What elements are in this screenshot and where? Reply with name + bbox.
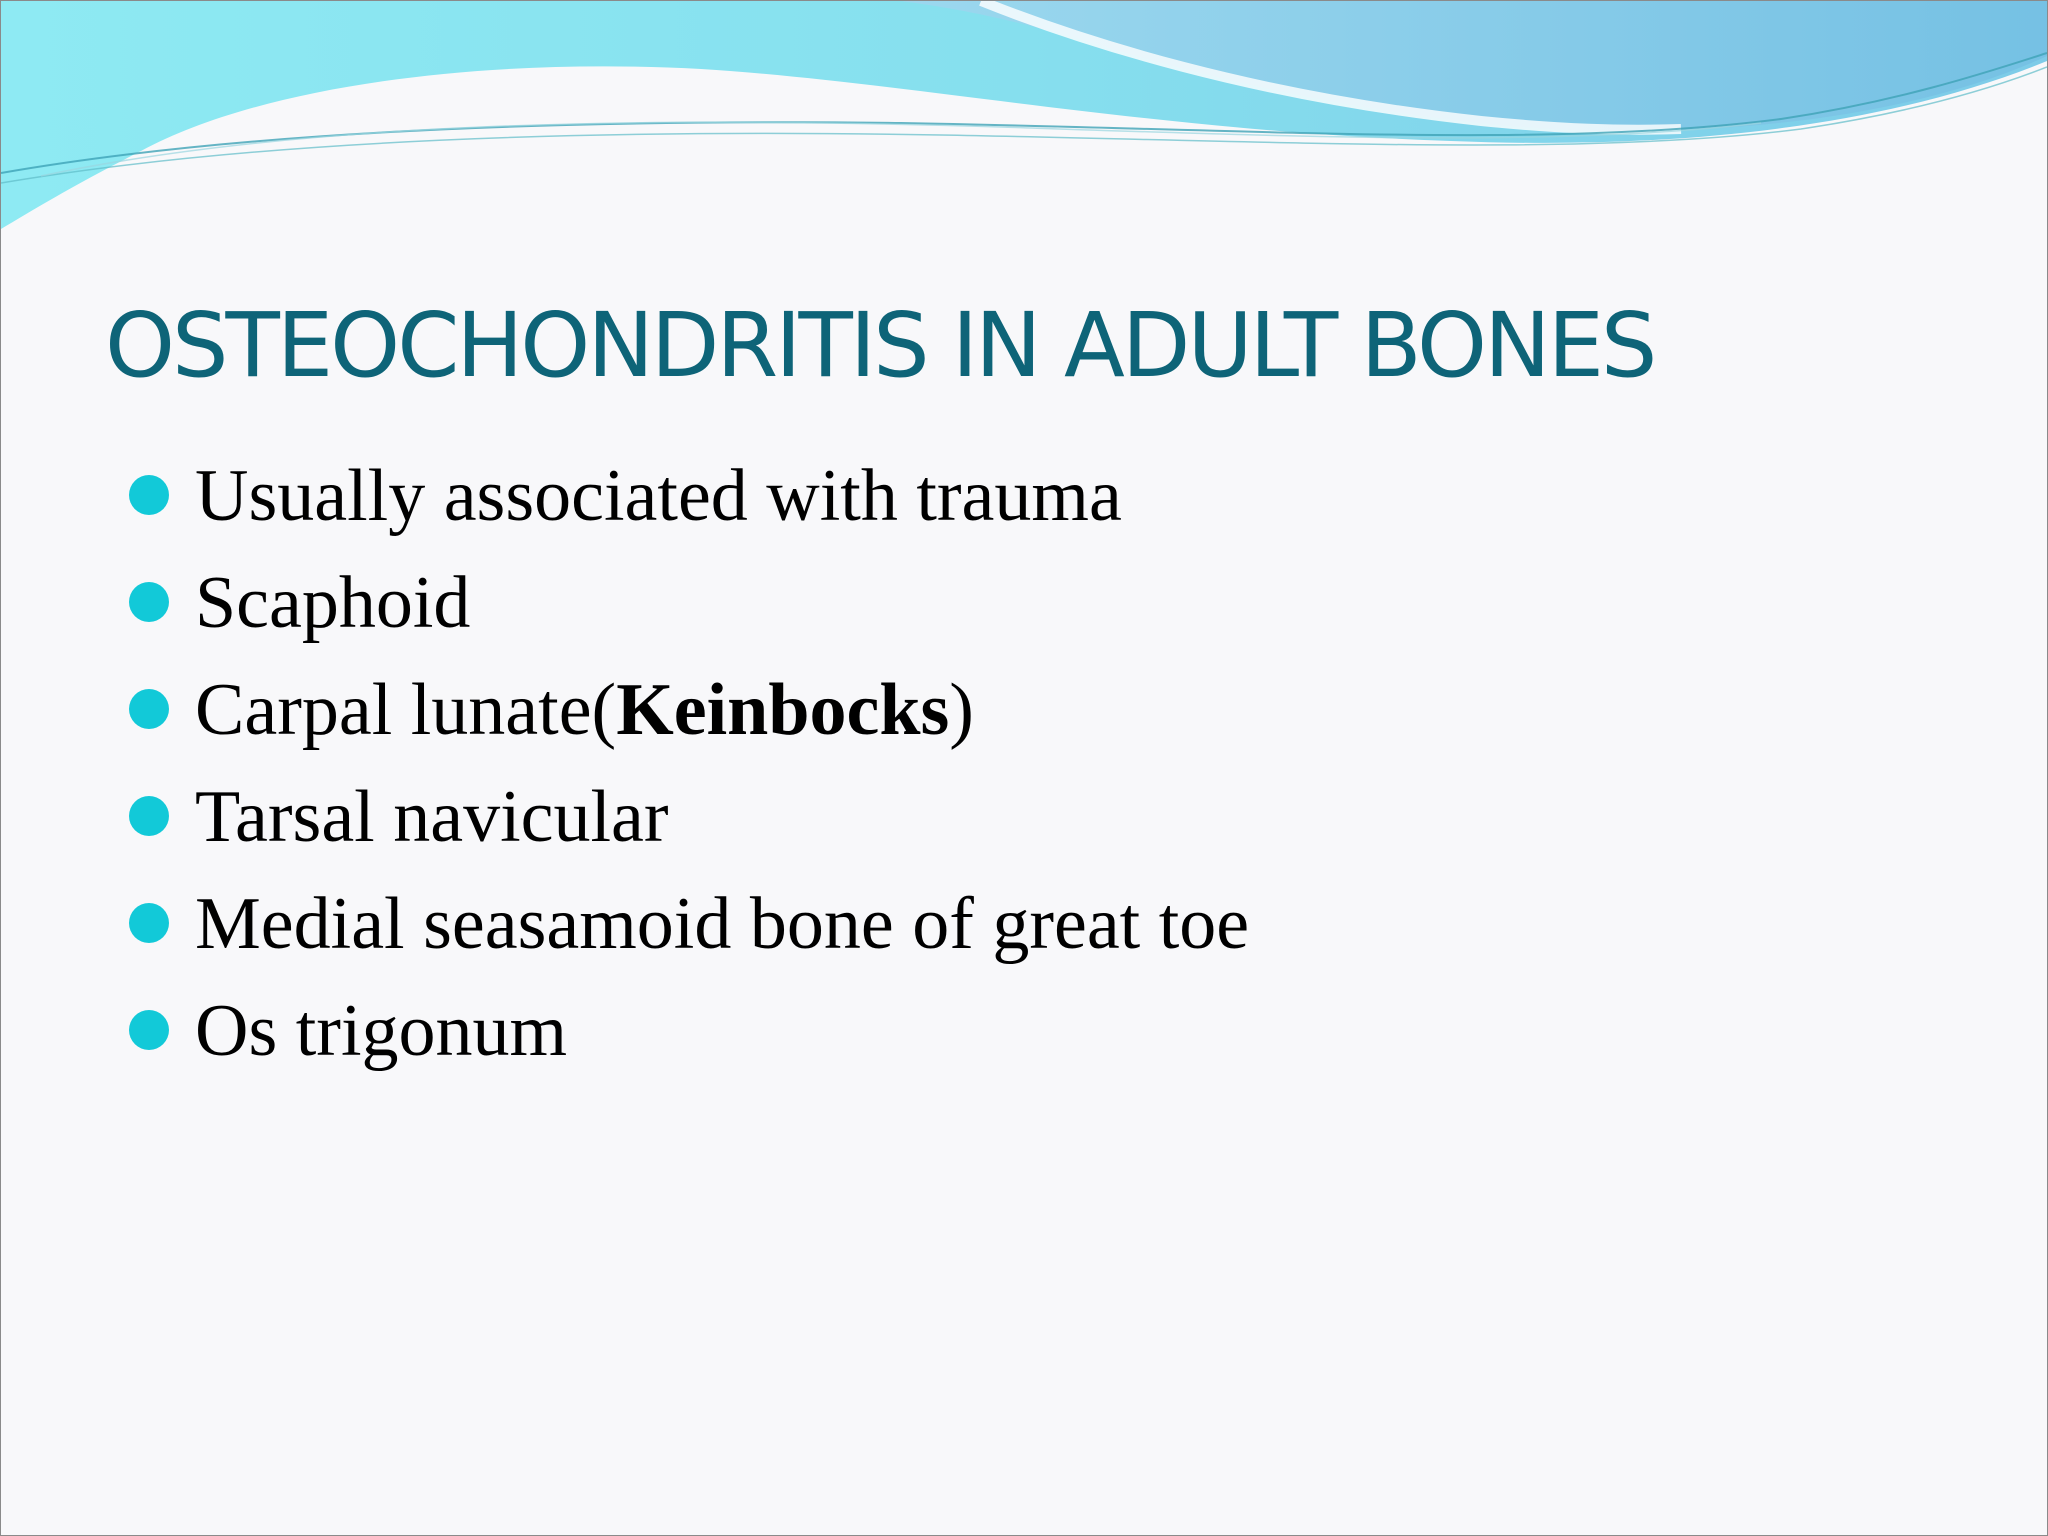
list-item bbox=[129, 988, 1249, 1095]
list-item bbox=[129, 560, 1249, 667]
bullet-text: Medial seasamoid bone of great toe bbox=[195, 883, 1250, 965]
list-item bbox=[129, 453, 1249, 560]
bullet-dot-icon bbox=[129, 903, 169, 943]
bullet-text: Os trigonum bbox=[195, 990, 568, 1072]
bullet-text-prefix: Carpal lunate( bbox=[195, 669, 617, 751]
header-wave-decoration bbox=[1, 1, 2047, 241]
list-item bbox=[129, 881, 1249, 988]
bullet-text: Tarsal navicular bbox=[195, 776, 669, 858]
bullet-text: Scaphoid bbox=[195, 562, 471, 644]
slide-title: OSTEOCHONDRITIS IN ADULT BONES bbox=[105, 293, 1655, 397]
bullet-text-suffix: ) bbox=[949, 669, 974, 751]
bullet-text bbox=[195, 669, 974, 751]
bullet-dot-icon bbox=[129, 475, 169, 515]
bullet-list bbox=[129, 453, 1249, 1095]
bullet-text-bold: Keinbocks bbox=[616, 669, 950, 751]
bullet-text: Usually associated with trauma bbox=[195, 455, 1122, 537]
list-item bbox=[129, 774, 1249, 881]
bullet-dot-icon bbox=[129, 1010, 169, 1050]
bullet-dot-icon bbox=[129, 582, 169, 622]
list-item bbox=[129, 667, 1249, 774]
bullet-dot-icon bbox=[129, 796, 169, 836]
bullet-dot-icon bbox=[129, 689, 169, 729]
